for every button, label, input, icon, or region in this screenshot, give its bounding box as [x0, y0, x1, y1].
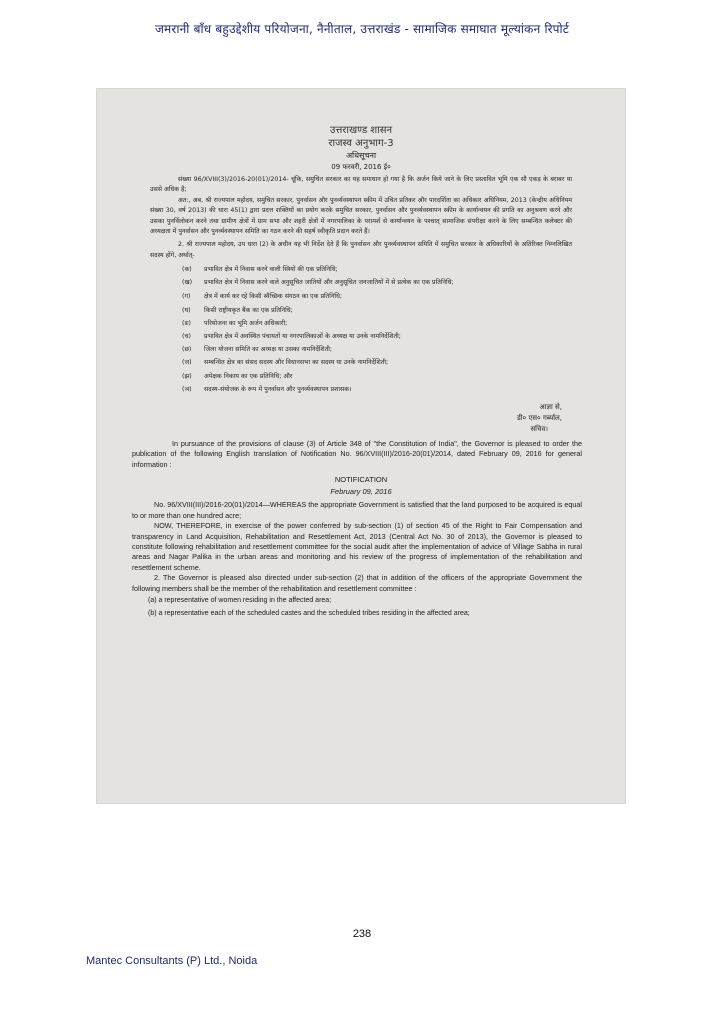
english-paragraph-2: NOW, THEREFORE, in exercise of the power conferred by sub-section (1) of section 45 of the Right to Fair Compensation and transparency in Land Acquisition, Rehabilitation and Resettlement Act, 2013 (Central Act No. 30 of 2013), the Governor is pleased to constitute following rehabilitation and resettlement committee for the social audit after the implementation of advice of Village Sabha in rural areas and Nagar Palika in the urban areas and monitoring and his review of the progress of implementation of the rehabilitation and resettlement scheme.	[132, 521, 582, 572]
page-number: 238	[352, 928, 372, 940]
list-item: (ङ) परियोजना का भूमि अर्जन अधिकारी;	[182, 319, 288, 327]
list-item: (ग) क्षेत्र में कार्य कर रहे किसी स्वैच्छिक संगठन का एक प्रतिनिधि;	[182, 293, 343, 301]
list-item: (ञ) सदस्य-संयोजक के रूप में पुनर्वासन और पुनर्व्यवस्थापन प्रशासक।	[182, 385, 352, 393]
page-header: जमरानी बाँध बहुउद्देशीय परियोजना, नैनीताल, उत्तराखंड - सामाजिक समाघात मूल्यांकन रिपोर्ट	[154, 22, 570, 36]
english-intro: In pursuance of the provisions of clause (3) of Article 348 of "the Constitution of India", the Governor is pleased to order the publication of the following English translation of Notification No. 96/XVIII(III)/2016-20(01)/2014, dated February 09, 2016 for general information :	[132, 439, 582, 469]
english-notification-heading: NOTIFICATION	[334, 475, 388, 485]
notification-title-hindi: अधिसूचना	[345, 151, 377, 160]
notification-date-hindi: 09 फरवरी, 2016 ई०	[331, 163, 391, 171]
english-item-b: (b) a representative each of the scheduled castes and the scheduled tribes residing in the affected area;	[148, 609, 470, 617]
hindi-paragraph-1: संख्या 96/XVIII(3)/2016-20(01)/2014- चूंकि, समुचित सरकार का यह समाधान हो गया है कि अर्जन किये जाने के लिए प्रस्तावित भूमि एक सौ एकड़ के बराबर या उससे अधिक है;	[150, 176, 572, 194]
hindi-member-list	[96, 263, 626, 396]
signature-name: डी० एस० गर्ब्याल,	[516, 414, 562, 423]
dept-title: राजस्व अनुभाग-3	[328, 138, 394, 149]
hindi-paragraph-3: 2. श्री राज्यपाल महोदय, उप धारा (2) के अधीन यह भी निर्देश देते हैं कि पुनर्वासन और पुनर्व्यवस्थापन समिति में समुचित सरकार के अधिकारियों के अतिरिक्त निम्नलिखित सदस्य होंगे, अर्थात्-	[150, 241, 572, 259]
hindi-paragraph-2: अत:, अब, श्री राज्यपाल महोदय, समुचित सरकार, पुनर्वासन और पुनर्व्यवस्थापन स्कीम में उचित प्रतिकर और पारदर्शिता का अधिकार अधिनियम, 2013 (केन्द्रीय अधिनियम संख्या 30, वर्ष 2013) की धारा 45(1) द्वारा प्रदत्त शक्तियों का प्रयोग करके समुचित सरकार, पुनर्वासन और पुनर्व्यवस्थापन स्कीम के कार्यान्वयन की प्रगति का अनुश्रवण करने और उसका पुनर्विलोकन करने तथा ग्रामीण क्षेत्रों में ग्राम सभा और शहरी क्षेत्रों में नगरपालिका के परामर्श से कार्यान्वयन के पश्चात् सामाजिक संपरीक्षा करने के लिए सम्बन्धित कलेक्टर की अध्यक्षता में पुनर्वासन और पुनर्व्यवस्थापन समिति का गठन करने की सहर्ष स्वीकृति प्रदान करते हैं।	[150, 196, 572, 236]
list-item: (च) प्रभावित क्षेत्र में अवस्थित पंचायतों या नगरपालिकाओं के अध्यक्ष या उनके नामनिर्देशिती;	[182, 333, 401, 341]
list-item: (झ) अपेक्षक निकाय का एक प्रतिनिधि; और	[182, 372, 293, 380]
list-item: (ज) सम्बन्धित क्षेत्र का संसद सदस्य और विधानसभा का सदस्य या उनके नामनिर्देशिती;	[182, 359, 389, 367]
scan-content	[96, 88, 626, 620]
list-item: (छ) जिला योजना समिति का अध्यक्ष या उसका नामनिर्देशिती;	[182, 346, 333, 354]
english-paragraph-1: No. 96/XVIII(III)/2016-20(01)/2014—WHEREAS the appropriate Government is satisfied that the land purposed to be acquired is equal to or more than one hundred acre;	[132, 500, 582, 520]
english-item-a: (a) a representative of women residing in the affected area;	[148, 596, 332, 604]
footer-company: Mantec Consultants (P) Ltd., Noida	[86, 955, 258, 967]
signature-designation: सचिव।	[530, 425, 548, 434]
list-item: (क) प्रभावित क्षेत्र में निवास करने वाली स्त्रियों की एक प्रतिनिधि;	[182, 266, 338, 274]
gov-title: उत्तराखण्ड शासन	[329, 125, 393, 136]
signature-line-1: आज्ञा से,	[539, 403, 562, 412]
english-paragraph-3: 2. The Governor is pleased also directed under sub-section (2) that in addition of the officers of the appropriate Government the following members shall be the member of the rehabilitation and resettlement committee :	[132, 573, 582, 593]
list-item: (घ) किसी राष्ट्रीयकृत बैंक का एक प्रतिनिधि;	[182, 306, 293, 314]
list-item: (ख) प्रभावित क्षेत्र में निवास करने वाले अनुसूचित जातियों और अनुसूचित जनजातियों में से प्रत्येक का एक प्रतिनिधि;	[182, 279, 454, 287]
scanned-notification	[96, 88, 626, 804]
english-notification-date: February 09, 2016	[330, 487, 392, 497]
